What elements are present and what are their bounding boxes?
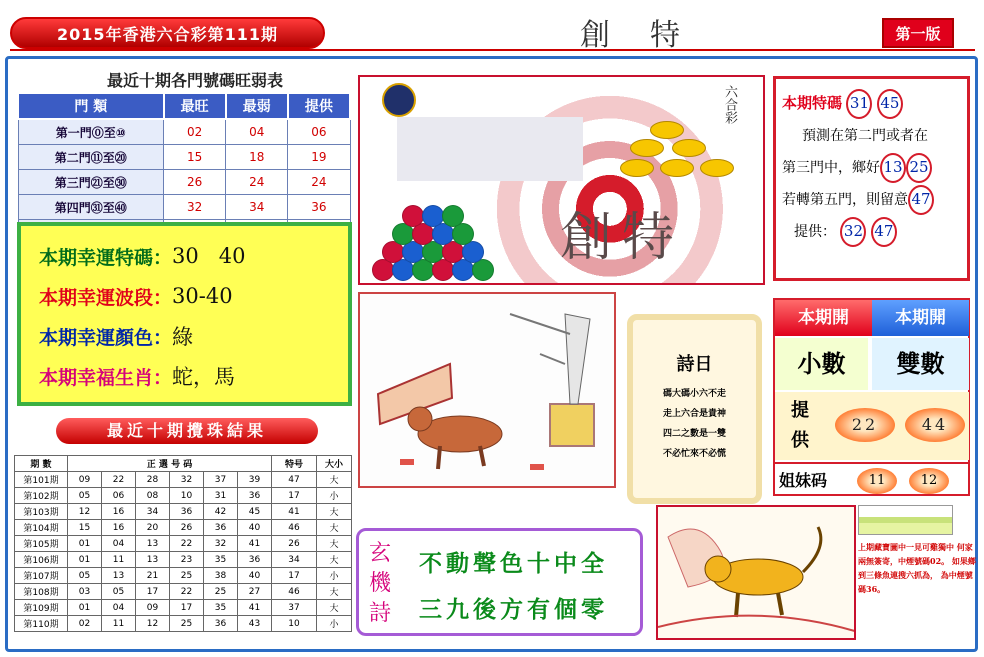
page-title: 創特 — [580, 18, 720, 53]
door-offer: 36 — [288, 195, 350, 220]
draw-row — [15, 536, 352, 552]
draw-number: 05 — [102, 584, 136, 600]
draw-number: 04 — [102, 536, 136, 552]
special-line — [782, 184, 961, 216]
sister-number: 11 — [857, 468, 897, 494]
door-offer: 06 — [288, 119, 350, 145]
draw-row — [15, 584, 352, 600]
door-col-header: 最旺 — [164, 93, 226, 119]
special-code: 32 — [840, 217, 866, 247]
draw-size: 大 — [317, 600, 352, 616]
mini-map — [858, 505, 953, 535]
draw-number: 41 — [238, 600, 272, 616]
door-min: 18 — [226, 145, 288, 170]
special-code: 25 — [906, 153, 932, 183]
draw-number: 22 — [170, 536, 204, 552]
door-offer: 24 — [288, 170, 350, 195]
issue-banner: 2015年香港六合彩第111期 — [10, 17, 325, 49]
draw-number: 13 — [102, 568, 136, 584]
special-text: 若轉第五門，則留意 — [782, 192, 908, 208]
draw-number: 01 — [68, 552, 102, 568]
draw-number: 36 — [170, 504, 204, 520]
draw-number: 25 — [170, 616, 204, 632]
draw-number: 40 — [238, 568, 272, 584]
special-line-codes — [782, 87, 961, 120]
draw-special: 17 — [272, 488, 317, 504]
special-code: 45 — [877, 89, 903, 119]
draw-issue: 第101期 — [15, 472, 68, 488]
draw-number: 22 — [102, 472, 136, 488]
lucky-row — [39, 316, 330, 356]
lucky-label: 本期幸運顏色： — [39, 326, 173, 349]
this-issue-value: 雙數 — [872, 338, 969, 390]
draw-number: 05 — [68, 488, 102, 504]
draw-special: 26 — [272, 536, 317, 552]
draw-size: 大 — [317, 552, 352, 568]
draw-number: 26 — [170, 520, 204, 536]
picture-tag: 六合彩 — [722, 85, 737, 124]
draw-issue: 第106期 — [15, 552, 68, 568]
draw-number: 15 — [68, 520, 102, 536]
draw-number: 35 — [204, 552, 238, 568]
draw-number: 11 — [102, 552, 136, 568]
lucky-value: 蛇，馬 — [172, 365, 236, 389]
draw-number: 25 — [170, 568, 204, 584]
lucky-box — [17, 222, 352, 406]
draw-issue: 第104期 — [15, 520, 68, 536]
gold-ingots-icon — [620, 119, 740, 189]
lucky-label: 本期幸運特碼： — [39, 246, 173, 269]
door-offer: 19 — [288, 145, 350, 170]
poem-line: 四二之數是一雙 — [662, 429, 726, 439]
draws-col-header: 特号 — [272, 456, 317, 472]
mystery-line: 三九後方有個零 — [419, 596, 608, 623]
draw-number: 37 — [204, 472, 238, 488]
ball-icon — [402, 205, 424, 227]
draw-size: 大 — [317, 536, 352, 552]
draw-number: 36 — [204, 616, 238, 632]
offer-box — [775, 392, 969, 460]
draw-special: 47 — [272, 472, 317, 488]
draw-row — [15, 520, 352, 536]
special-line — [782, 152, 961, 184]
lucky-row — [39, 276, 330, 316]
logo-icon — [382, 83, 416, 117]
draw-size: 大 — [317, 472, 352, 488]
poem-title: 詩日 — [676, 354, 713, 375]
draws-title: 最近十期攪珠結果 — [56, 418, 318, 444]
draw-number: 09 — [68, 472, 102, 488]
draw-number: 12 — [136, 616, 170, 632]
sister-number: 12 — [909, 468, 949, 494]
special-prediction-box — [773, 76, 970, 281]
lucky-row — [39, 356, 330, 396]
draw-special: 17 — [272, 568, 317, 584]
dog-tree-drawing — [360, 294, 616, 488]
offer-label: 提供 — [791, 400, 809, 451]
lucky-label: 本期幸福生肖： — [39, 366, 173, 389]
draw-number: 09 — [136, 600, 170, 616]
draw-number: 16 — [102, 520, 136, 536]
draw-number: 39 — [238, 472, 272, 488]
draw-row — [15, 552, 352, 568]
door-max: 32 — [164, 195, 226, 220]
sister-code-row — [775, 462, 969, 496]
draw-number: 27 — [238, 584, 272, 600]
offer-number: 44 — [905, 408, 965, 442]
door-min: 34 — [226, 195, 288, 220]
door-row — [18, 145, 350, 170]
draw-number: 32 — [170, 472, 204, 488]
draw-number: 05 — [68, 568, 102, 584]
draws-table-header — [15, 456, 352, 472]
special-offer-line — [782, 216, 961, 248]
offer-number: 22 — [835, 408, 895, 442]
draw-number: 45 — [238, 504, 272, 520]
draw-number: 34 — [136, 504, 170, 520]
draw-number: 23 — [170, 552, 204, 568]
special-offer-label: 提供： — [794, 224, 836, 240]
special-line: 預測在第二門或者在 — [802, 128, 928, 144]
door-name: 第一門⓪至⑩ — [18, 119, 164, 145]
lucky-label: 本期幸運波段： — [39, 286, 173, 309]
draw-issue: 第110期 — [15, 616, 68, 632]
draw-number: 36 — [238, 488, 272, 504]
door-max: 15 — [164, 145, 226, 170]
mystery-label: 玄機詩 — [368, 541, 391, 626]
draw-number: 21 — [136, 568, 170, 584]
draws-col-header: 期 數 — [15, 456, 68, 472]
draw-number: 04 — [102, 600, 136, 616]
draw-row — [15, 600, 352, 616]
draw-issue: 第103期 — [15, 504, 68, 520]
door-col-header: 提供 — [288, 93, 350, 119]
lucky-value: 30-40 — [172, 284, 233, 308]
ball-icon — [422, 205, 444, 227]
door-name: 第二門⑪至⑳ — [18, 145, 164, 170]
this-issue-value: 小數 — [775, 338, 870, 390]
door-row — [18, 170, 350, 195]
door-row — [18, 195, 350, 220]
draw-number: 31 — [204, 488, 238, 504]
draw-number: 13 — [136, 536, 170, 552]
draw-number: 42 — [204, 504, 238, 520]
draw-row — [15, 488, 352, 504]
poem-card — [627, 314, 762, 504]
poem-line: 碼大碼小六不走 — [662, 389, 726, 399]
special-code: 47 — [871, 217, 897, 247]
sister-code-label: 姐妹码 — [779, 471, 828, 490]
draw-size: 大 — [317, 504, 352, 520]
door-table-title: 最近十期各門號碼旺弱表 — [106, 71, 283, 90]
draw-number: 43 — [238, 616, 272, 632]
draw-special: 41 — [272, 504, 317, 520]
draw-number: 28 — [136, 472, 170, 488]
draw-size: 大 — [317, 584, 352, 600]
special-code: 47 — [908, 185, 934, 215]
this-issue-box — [773, 298, 970, 496]
draw-number: 25 — [204, 584, 238, 600]
draw-number: 38 — [204, 568, 238, 584]
draw-number: 17 — [136, 584, 170, 600]
draw-size: 小 — [317, 568, 352, 584]
draw-size: 大 — [317, 520, 352, 536]
draw-number: 01 — [68, 600, 102, 616]
picture-title: 創特 — [560, 208, 685, 268]
draw-number: 02 — [68, 616, 102, 632]
this-issue-header: 本期開 — [872, 300, 969, 336]
draw-special: 46 — [272, 584, 317, 600]
door-min: 24 — [226, 170, 288, 195]
draw-number: 36 — [204, 520, 238, 536]
draw-number: 03 — [68, 584, 102, 600]
draw-issue: 第109期 — [15, 600, 68, 616]
blank-panel — [397, 117, 583, 181]
draw-number: 16 — [102, 504, 136, 520]
draw-number: 22 — [170, 584, 204, 600]
draw-special: 34 — [272, 552, 317, 568]
special-code: 31 — [846, 89, 872, 119]
special-text: 第三門中，鄉好 — [782, 160, 880, 176]
draw-issue: 第102期 — [15, 488, 68, 504]
door-table-header — [18, 93, 350, 119]
draw-row — [15, 504, 352, 520]
draw-number: 36 — [238, 552, 272, 568]
draws-table — [14, 455, 352, 632]
tiger-drawing — [658, 507, 856, 640]
lucky-value: 30 40 — [172, 244, 246, 268]
draw-row — [15, 616, 352, 632]
poem-line: 走上六合是貴神 — [662, 409, 726, 419]
edition-badge: 第一版 — [882, 18, 954, 48]
poem-line: 不必忙來不必慌 — [662, 449, 726, 459]
draw-number: 41 — [238, 536, 272, 552]
dog-tree-illustration — [358, 292, 616, 488]
lucky-value: 綠 — [172, 325, 194, 349]
ball-icon — [442, 205, 464, 227]
draw-number: 08 — [136, 488, 170, 504]
draw-special: 46 — [272, 520, 317, 536]
draw-size: 小 — [317, 616, 352, 632]
draw-size: 小 — [317, 488, 352, 504]
draw-special: 37 — [272, 600, 317, 616]
last-issue-note: 上期藏寶圖中一見可雞獨中 何家兩無簽寄，中煙號碼02。 如果鄉到三條魚連搜六抓為， 為中煙號碼36。 — [858, 542, 976, 594]
draw-number: 13 — [136, 552, 170, 568]
draw-issue: 第107期 — [15, 568, 68, 584]
door-col-header: 門 類 — [18, 93, 164, 119]
lucky-row — [39, 236, 330, 276]
draws-col-header: 正 選 号 码 — [68, 456, 272, 472]
door-row — [18, 119, 350, 145]
draw-number: 12 — [68, 504, 102, 520]
door-name: 第三門㉑至㉚ — [18, 170, 164, 195]
draw-number: 06 — [102, 488, 136, 504]
mystery-line: 不動聲色十中全 — [419, 550, 608, 577]
mystery-poem-box — [356, 528, 643, 636]
draw-number: 35 — [204, 600, 238, 616]
tiger-illustration — [656, 505, 856, 640]
lottery-balls-icon — [372, 199, 502, 279]
banner-picture — [358, 75, 765, 285]
draw-number: 32 — [204, 536, 238, 552]
door-max: 02 — [164, 119, 226, 145]
draw-number: 20 — [136, 520, 170, 536]
header-divider — [10, 49, 975, 51]
special-code: 13 — [880, 153, 906, 183]
draw-number: 11 — [102, 616, 136, 632]
draw-number: 40 — [238, 520, 272, 536]
door-min: 04 — [226, 119, 288, 145]
draw-number: 17 — [170, 600, 204, 616]
draw-row — [15, 568, 352, 584]
draw-number: 01 — [68, 536, 102, 552]
draw-special: 10 — [272, 616, 317, 632]
draw-issue: 第108期 — [15, 584, 68, 600]
draw-issue: 第105期 — [15, 536, 68, 552]
door-col-header: 最弱 — [226, 93, 288, 119]
draw-number: 10 — [170, 488, 204, 504]
this-issue-header: 本期開 — [775, 300, 872, 336]
special-label: 本期特碼 — [782, 94, 843, 112]
draws-col-header: 大小 — [317, 456, 352, 472]
door-max: 26 — [164, 170, 226, 195]
draw-row — [15, 472, 352, 488]
door-name: 第四門㉛至㊵ — [18, 195, 164, 220]
